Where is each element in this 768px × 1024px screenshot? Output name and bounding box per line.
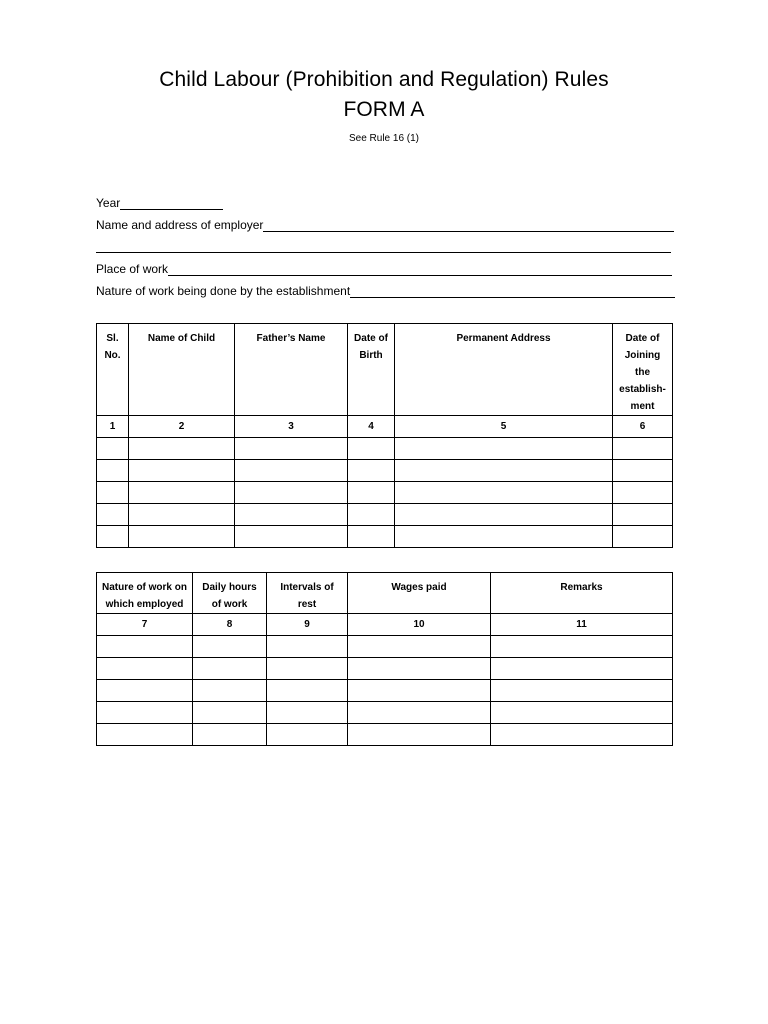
column-number: 4 <box>348 416 395 438</box>
blank-cell[interactable] <box>491 680 673 702</box>
child-register-table <box>96 323 673 548</box>
table-header-row <box>97 324 673 416</box>
employer-continuation-line[interactable] <box>96 252 671 253</box>
header-date-of-joining: Date of Joining the establish- ment <box>613 324 673 416</box>
column-number: 9 <box>267 614 348 636</box>
blank-cell[interactable] <box>129 504 235 526</box>
blank-cell[interactable] <box>97 504 129 526</box>
header-permanent-address: Permanent Address <box>395 324 613 416</box>
blank-cell[interactable] <box>395 438 613 460</box>
table-row <box>97 680 673 702</box>
blank-cell[interactable] <box>395 482 613 504</box>
blank-cell[interactable] <box>129 526 235 548</box>
column-number: 7 <box>97 614 193 636</box>
form-name: FORM A <box>343 98 425 121</box>
blank-cell[interactable] <box>193 680 267 702</box>
year-label: Year <box>96 196 121 210</box>
work-details-table <box>96 572 673 746</box>
blank-cell[interactable] <box>97 702 193 724</box>
blank-cell[interactable] <box>235 482 348 504</box>
blank-cell[interactable] <box>395 460 613 482</box>
header-father-name: Father’s Name <box>235 324 348 416</box>
column-number: 11 <box>491 614 673 636</box>
place-label: Place of work <box>96 262 169 276</box>
blank-cell[interactable] <box>129 438 235 460</box>
blank-cell[interactable] <box>193 724 267 746</box>
employer-label: Name and address of employer <box>96 218 264 232</box>
table-row <box>97 482 673 504</box>
blank-cell[interactable] <box>97 482 129 504</box>
blank-cell[interactable] <box>613 526 673 548</box>
column-number-row <box>97 614 673 636</box>
nature-field[interactable] <box>96 284 675 298</box>
blank-cell[interactable] <box>97 658 193 680</box>
table-header-row <box>97 573 673 614</box>
blank-cell[interactable] <box>267 658 348 680</box>
table-row <box>97 702 673 724</box>
form-title: Child Labour (Prohibition and Regulation) Rules <box>159 68 609 91</box>
blank-cell[interactable] <box>235 460 348 482</box>
blank-cell[interactable] <box>235 526 348 548</box>
blank-cell[interactable] <box>193 658 267 680</box>
blank-cell[interactable] <box>97 460 129 482</box>
header-remarks: Remarks <box>491 573 673 614</box>
blank-cell[interactable] <box>235 504 348 526</box>
blank-cell[interactable] <box>97 526 129 548</box>
place-input-line[interactable] <box>168 263 672 276</box>
column-number: 3 <box>235 416 348 438</box>
blank-cell[interactable] <box>348 680 491 702</box>
blank-cell[interactable] <box>97 680 193 702</box>
blank-cell[interactable] <box>348 526 395 548</box>
blank-cell[interactable] <box>491 658 673 680</box>
blank-cell[interactable] <box>193 636 267 658</box>
header-daily-hours: Daily hours of work <box>193 573 267 614</box>
blank-cell[interactable] <box>97 724 193 746</box>
blank-cell[interactable] <box>395 504 613 526</box>
blank-cell[interactable] <box>267 636 348 658</box>
blank-cell[interactable] <box>348 636 491 658</box>
column-number: 1 <box>97 416 129 438</box>
blank-cell[interactable] <box>613 504 673 526</box>
table-row <box>97 460 673 482</box>
place-field[interactable] <box>96 262 672 276</box>
blank-cell[interactable] <box>129 482 235 504</box>
year-field[interactable] <box>96 196 223 210</box>
blank-cell[interactable] <box>395 526 613 548</box>
blank-cell[interactable] <box>613 482 673 504</box>
rule-reference: See Rule 16 (1) <box>348 133 420 144</box>
table-row <box>97 526 673 548</box>
blank-cell[interactable] <box>348 482 395 504</box>
blank-cell[interactable] <box>97 636 193 658</box>
table-row <box>97 636 673 658</box>
header-date-of-birth: Date of Birth <box>348 324 395 416</box>
table-row <box>97 724 673 746</box>
employer-field[interactable] <box>96 218 674 232</box>
blank-cell[interactable] <box>348 504 395 526</box>
header-intervals-of-rest: Intervals of rest <box>267 573 348 614</box>
blank-cell[interactable] <box>348 460 395 482</box>
column-number: 5 <box>395 416 613 438</box>
employer-input-line[interactable] <box>263 219 674 232</box>
column-number: 8 <box>193 614 267 636</box>
blank-cell[interactable] <box>267 724 348 746</box>
header-serial-no: Sl. No. <box>97 324 129 416</box>
blank-cell[interactable] <box>613 438 673 460</box>
blank-cell[interactable] <box>129 460 235 482</box>
blank-cell[interactable] <box>193 702 267 724</box>
blank-cell[interactable] <box>235 438 348 460</box>
table-row <box>97 504 673 526</box>
column-number: 6 <box>613 416 673 438</box>
column-number: 2 <box>129 416 235 438</box>
header-wages-paid: Wages paid <box>348 573 491 614</box>
blank-cell[interactable] <box>267 680 348 702</box>
blank-cell[interactable] <box>348 724 491 746</box>
year-input-line[interactable] <box>120 197 223 210</box>
header-nature-of-work: Nature of work on which employed <box>97 573 193 614</box>
blank-cell[interactable] <box>491 702 673 724</box>
header-child-name: Name of Child <box>129 324 235 416</box>
blank-cell[interactable] <box>97 438 129 460</box>
blank-cell[interactable] <box>491 636 673 658</box>
nature-input-line[interactable] <box>350 285 675 298</box>
blank-cell[interactable] <box>348 702 491 724</box>
table-row <box>97 438 673 460</box>
column-number: 10 <box>348 614 491 636</box>
blank-cell[interactable] <box>267 702 348 724</box>
blank-cell[interactable] <box>613 460 673 482</box>
blank-cell[interactable] <box>348 438 395 460</box>
blank-cell[interactable] <box>348 658 491 680</box>
blank-cell[interactable] <box>491 724 673 746</box>
nature-label: Nature of work being done by the establishment <box>96 284 351 298</box>
table-row <box>97 658 673 680</box>
column-number-row <box>97 416 673 438</box>
